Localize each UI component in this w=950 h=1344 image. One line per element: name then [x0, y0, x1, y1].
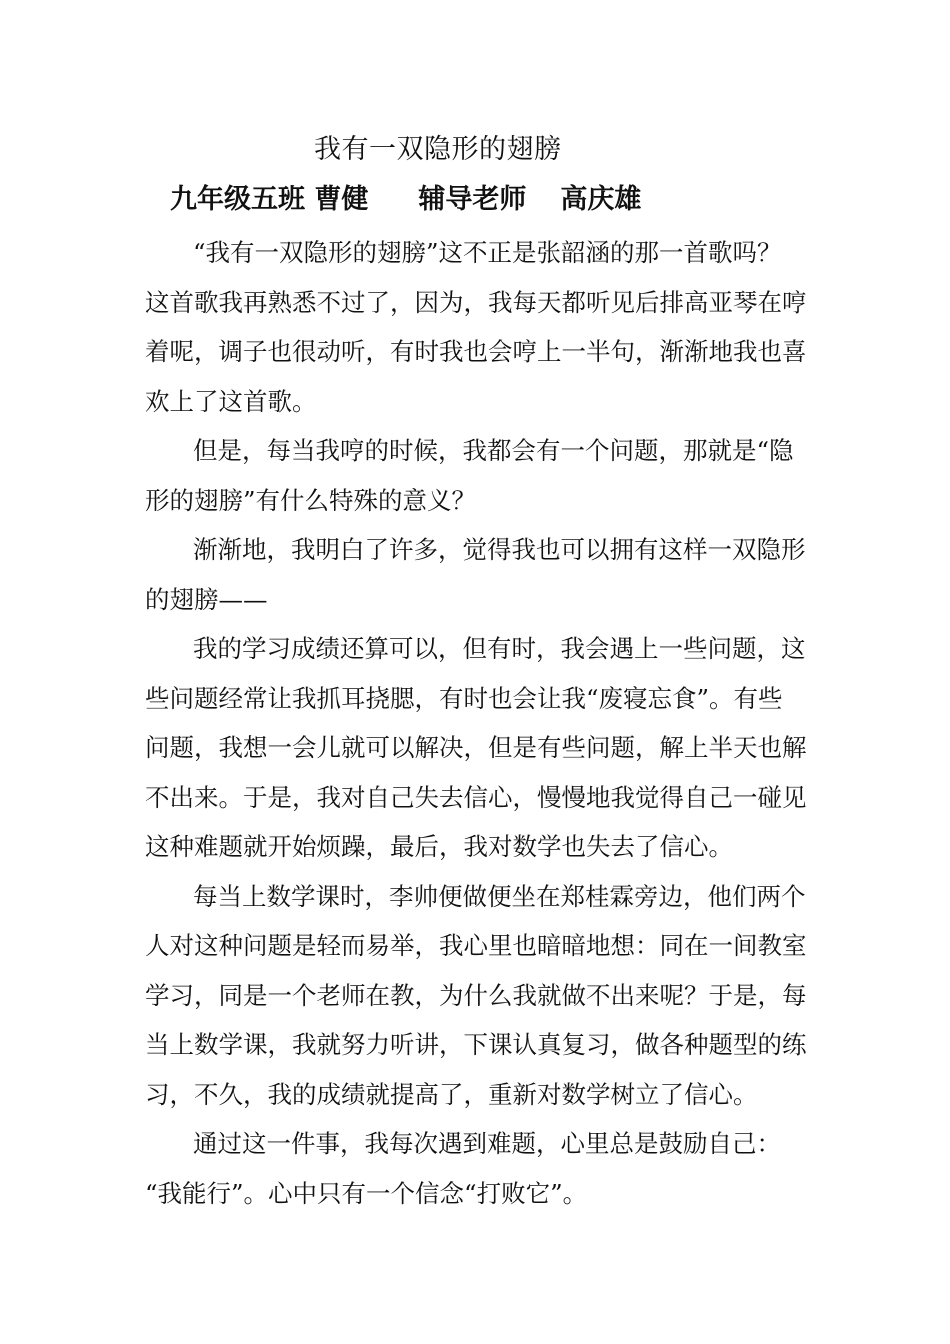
text-line: 不出来。于是，我对自己失去信心，慢慢地我觉得自己一碰见 — [145, 782, 807, 812]
text-line: 我的学习成绩还算可以，但有时，我会遇上一些问题，这 — [193, 634, 806, 663]
text-line: “我能行”。心中只有一个信念“打败它”。 — [145, 1178, 588, 1208]
byline — [170, 178, 641, 222]
essay-body — [145, 228, 809, 1218]
text-line: 这种难题就开始烦躁，最后，我对数学也失去了信心。 — [145, 832, 733, 861]
text-line: 形的翅膀”有什么特殊的意义？ — [145, 485, 477, 515]
text-line: “我有一双隐形的翅膀”这不正是张韶涵的那一首歌吗？ — [193, 238, 782, 267]
text-line: 些问题经常让我抓耳挠腮，有时也会让我“废寝忘食”。有些 — [145, 683, 783, 713]
text-line: 通过这一件事，我每次遇到难题，心里总是鼓励自己： — [193, 1129, 781, 1158]
text-line: 习，不久，我的成绩就提高了，重新对数学树立了信心。 — [145, 1079, 758, 1109]
advisor-label: 辅导老师 — [418, 184, 527, 215]
text-line: 当上数学课，我就努力听讲，下课认真复习，做各种题型的练 — [145, 1030, 807, 1059]
document-title: 我有一双隐形的翅膀 — [314, 134, 562, 165]
text-line: 渐渐地，我明白了许多，觉得我也可以拥有这样一双隐形 — [193, 535, 806, 564]
advisor-name: 高庆雄 — [560, 184, 642, 215]
text-line: 这首歌我再熟悉不过了，因为，我每天都听见后排高亚琴在哼 — [145, 287, 807, 317]
text-line: 但是，每当我哼的时候，我都会有一个问题，那就是“隐 — [193, 436, 794, 465]
text-line: 每当上数学课时，李帅便做便坐在郑桂霖旁边，他们两个 — [193, 881, 806, 911]
text-line: 学习，同是一个老师在教，为什么我就做不出来呢？于是，每 — [145, 980, 807, 1010]
text-line: 着呢，调子也很动听，有时我也会哼上一半句，渐渐地我也喜 — [145, 337, 807, 366]
text-line: 人对这种问题是轻而易举，我心里也暗暗地想：同在一间教室 — [145, 931, 807, 960]
text-line: 的翅膀—— — [145, 584, 268, 614]
text-line: 欢上了这首歌。 — [145, 386, 317, 416]
text-line: 问题，我想一会儿就可以解决，但是有些问题，解上半天也解 — [145, 733, 807, 762]
class-and-author: 九年级五班 曹健 — [170, 184, 369, 215]
